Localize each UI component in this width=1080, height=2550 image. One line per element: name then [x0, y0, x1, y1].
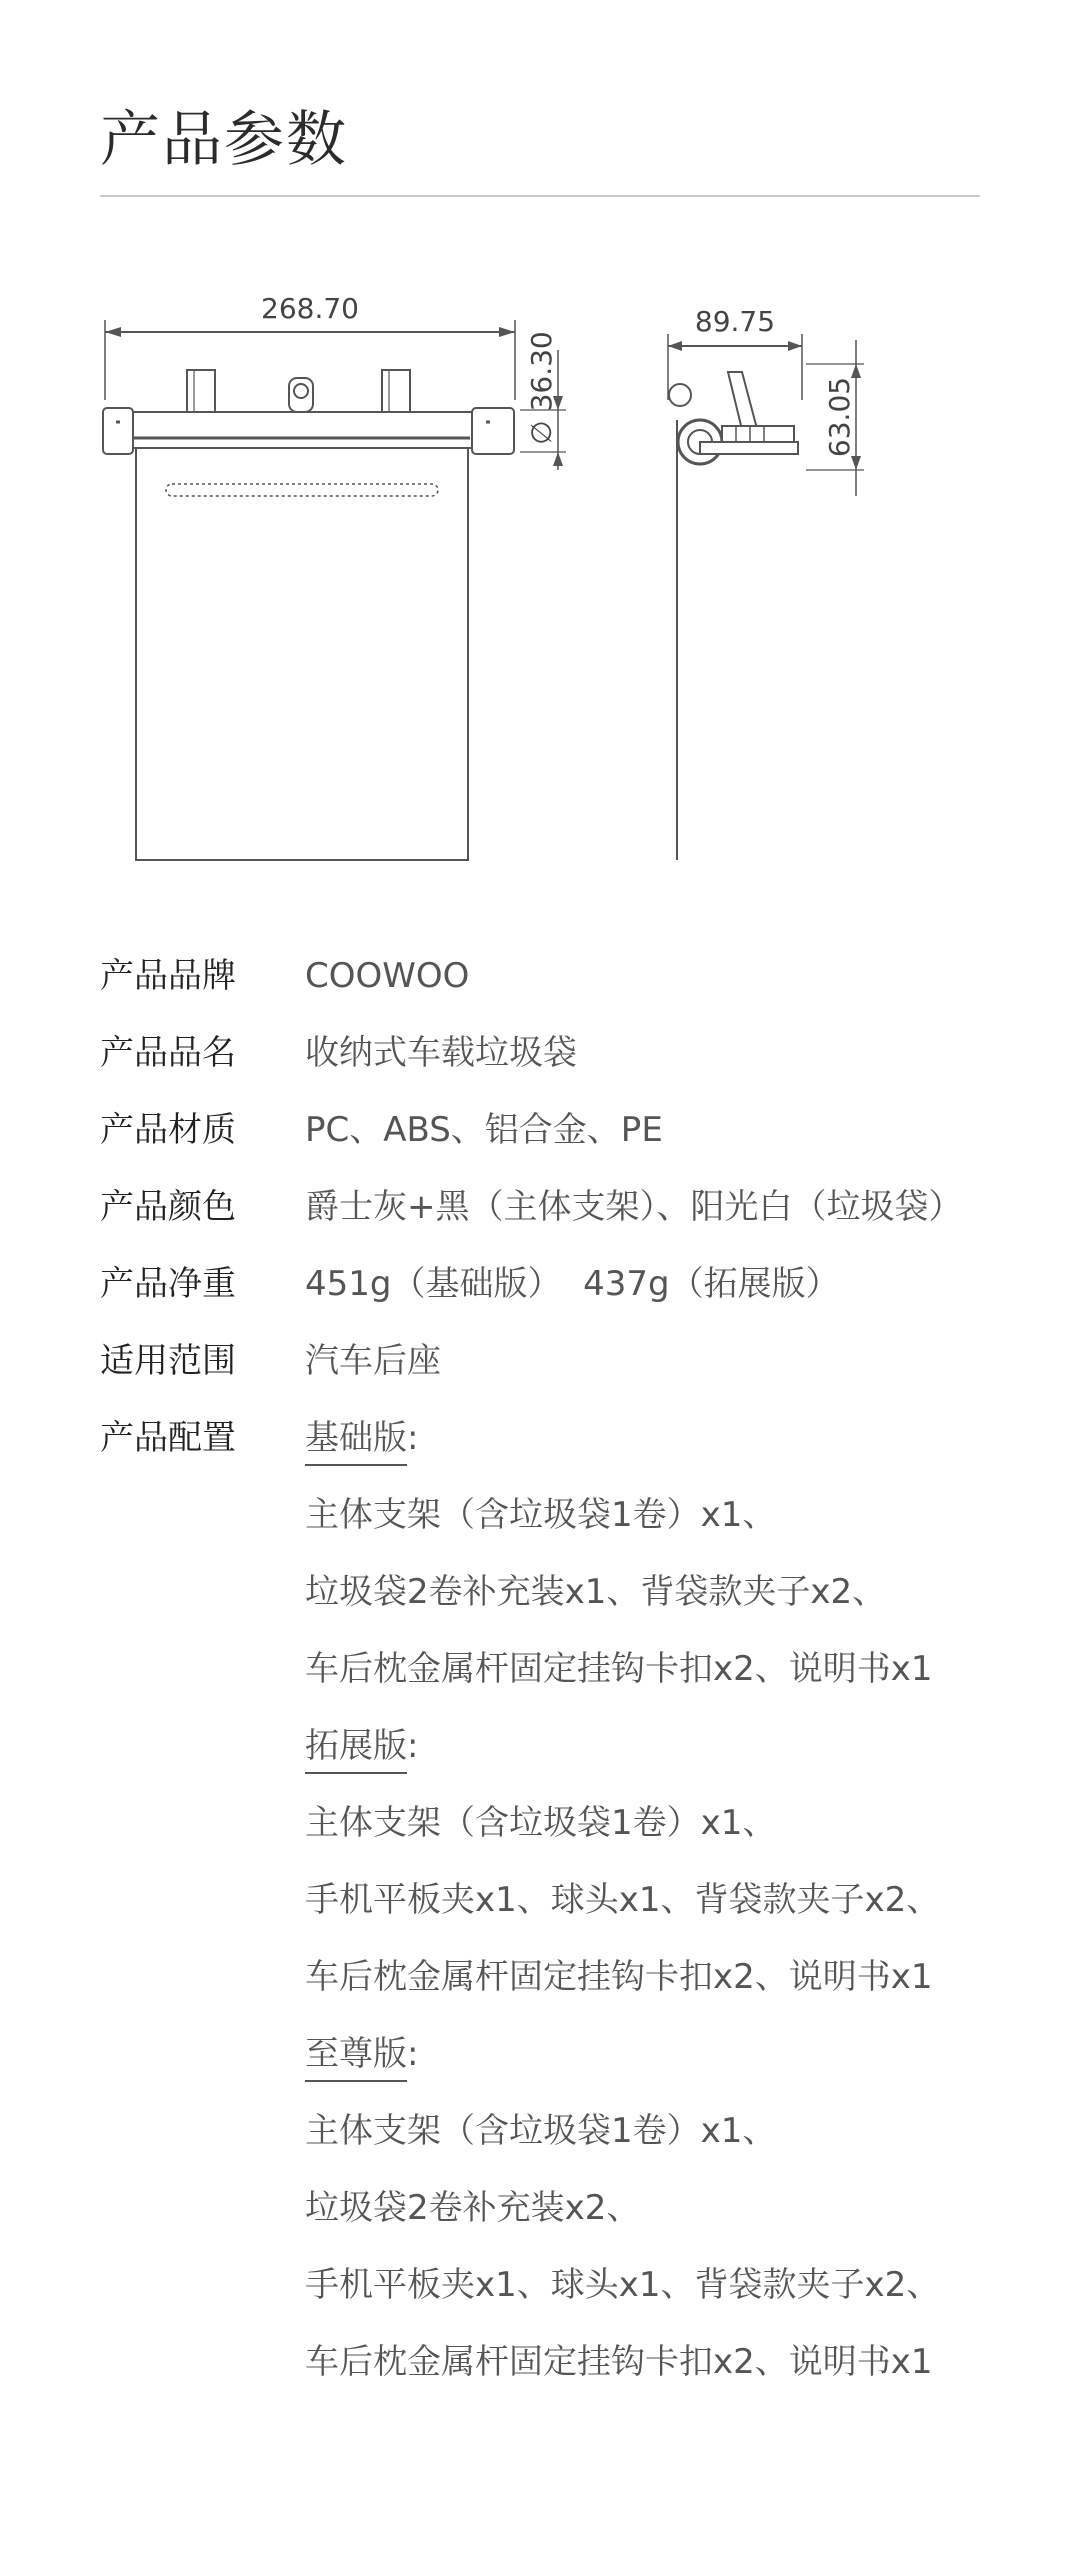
config-line: 主体支架（含垃圾袋1卷）x1、 — [305, 1495, 777, 1535]
config-line: 车后枕金属杆固定挂钩卡扣x2、说明书x1 — [305, 1649, 933, 1689]
spec-label: 产品品名 — [100, 1033, 236, 1073]
front-width-label: 268.70 — [261, 292, 359, 325]
version-heading-extended — [305, 1718, 940, 1795]
config-line: 主体支架（含垃圾袋1卷）x1、 — [305, 2111, 777, 2151]
spec-label: 产品材质 — [100, 1110, 236, 1150]
spec-value: COOWOO — [305, 956, 470, 996]
spec-value: 收纳式车载垃圾袋 — [305, 1033, 577, 1073]
spec-label: 产品净重 — [100, 1264, 236, 1304]
version-name: 拓展版 — [305, 1726, 407, 1774]
config-line: 主体支架（含垃圾袋1卷）x1、 — [305, 1803, 777, 1843]
spec-row-net-weight — [100, 1256, 1000, 1333]
spec-label: 适用范围 — [100, 1341, 236, 1381]
spec-label: 产品配置 — [100, 1418, 236, 1458]
spec-value: 爵士灰+黑（主体支架）、阳光白（垃圾袋） — [305, 1187, 963, 1227]
spec-label: 产品颜色 — [100, 1187, 236, 1227]
spec-value: 汽车后座 — [305, 1341, 441, 1381]
spec-row-brand — [100, 948, 1000, 1025]
version-heading-premium — [305, 2026, 940, 2103]
title-divider — [100, 195, 980, 197]
front-diameter-label: ∅ 36.30 — [525, 331, 558, 445]
version-name: 至尊版 — [305, 2034, 407, 2082]
version-name: 基础版 — [305, 1418, 407, 1466]
spec-row-color — [100, 1179, 1000, 1256]
spec-value: PC、ABS、铝合金、PE — [305, 1110, 663, 1150]
side-width-label: 89.75 — [694, 305, 776, 338]
configuration-list — [305, 1410, 940, 2411]
product-dimension-drawing — [0, 260, 1080, 900]
version-colon: : — [407, 1726, 419, 1766]
spec-value: 451g（基础版） 437g（拓展版） — [305, 1264, 840, 1304]
config-line: 垃圾袋2卷补充装x2、 — [305, 2188, 641, 2228]
spec-row-configuration — [100, 1410, 1000, 2411]
side-height-label: 63.05 — [823, 376, 856, 458]
page-title: 产品参数 — [100, 105, 348, 175]
config-line: 车后枕金属杆固定挂钩卡扣x2、说明书x1 — [305, 1957, 933, 1997]
front-view — [103, 320, 566, 860]
config-line: 车后枕金属杆固定挂钩卡扣x2、说明书x1 — [305, 2342, 933, 2382]
config-line: 手机平板夹x1、球头x1、背袋款夹子x2、 — [305, 2265, 941, 2305]
config-line: 手机平板夹x1、球头x1、背袋款夹子x2、 — [305, 1880, 941, 1920]
version-heading-basic — [305, 1410, 940, 1487]
config-line: 垃圾袋2卷补充装x1、背袋款夹子x2、 — [305, 1572, 887, 1612]
spec-label: 产品品牌 — [100, 956, 236, 996]
spec-row-material — [100, 1102, 1000, 1179]
version-colon: : — [407, 2034, 419, 2074]
spec-table — [100, 948, 1000, 2411]
version-colon: : — [407, 1418, 419, 1458]
spec-row-usage — [100, 1333, 1000, 1410]
spec-row-product-name — [100, 1025, 1000, 1102]
